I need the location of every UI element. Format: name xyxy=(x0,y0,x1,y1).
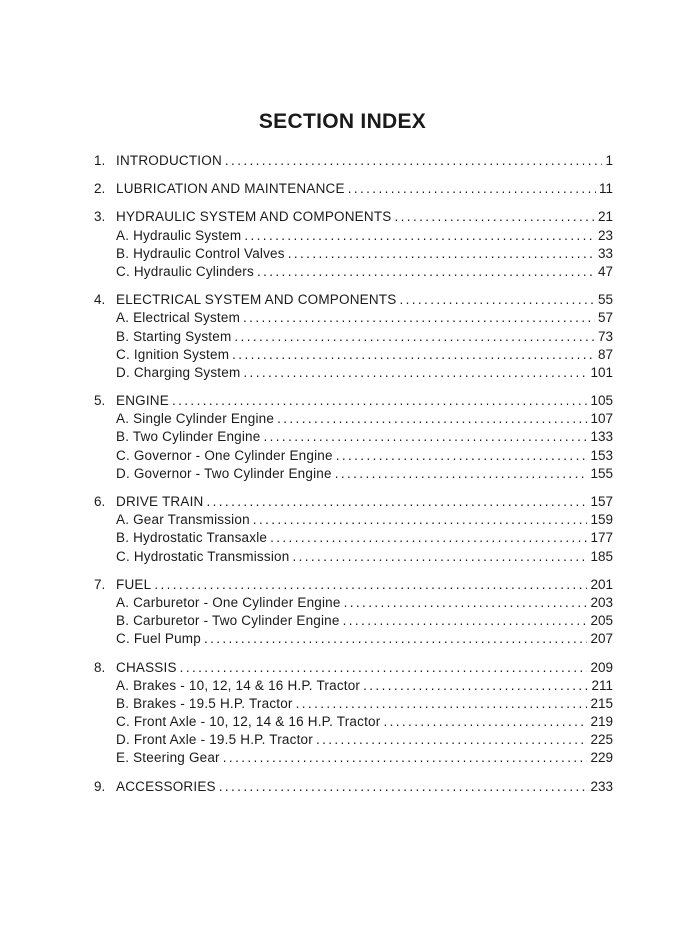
section-title: FUEL xyxy=(116,576,152,592)
page-number: 159 xyxy=(590,512,613,528)
toc-subentry xyxy=(94,465,613,483)
page-number: 33 xyxy=(597,245,613,261)
subsection-title: B. Starting System xyxy=(116,328,232,344)
page-number: 201 xyxy=(590,576,613,592)
dot-leader xyxy=(335,465,588,483)
toc-entry xyxy=(94,291,613,309)
dot-leader xyxy=(180,659,588,677)
section-title: ELECTRICAL SYSTEM AND COMPONENTS xyxy=(116,292,397,308)
toc-subentry xyxy=(94,410,613,428)
dot-leader xyxy=(232,346,595,364)
toc-subentry xyxy=(94,695,613,713)
dot-leader xyxy=(348,180,596,198)
page-number: 105 xyxy=(590,393,613,409)
section-number: 2. xyxy=(94,181,106,197)
toc-entry xyxy=(94,392,613,410)
toc-section xyxy=(94,659,613,768)
toc-subentry xyxy=(94,364,613,382)
page-number: 107 xyxy=(590,411,613,427)
page-number: 229 xyxy=(590,750,613,766)
page-number: 209 xyxy=(590,659,613,675)
subsection-title: D. Charging System xyxy=(116,364,241,380)
dot-leader xyxy=(253,511,588,529)
page-number: 55 xyxy=(597,292,613,308)
subsection-title: C. Hydrostatic Transmission xyxy=(116,548,290,564)
dot-leader xyxy=(219,778,588,796)
page-number: 11 xyxy=(598,181,613,197)
subsection-title: D. Governor - Two Cylinder Engine xyxy=(116,465,332,481)
section-number: 5. xyxy=(94,393,106,409)
page-number: 205 xyxy=(590,613,613,629)
dot-leader xyxy=(363,677,588,695)
dot-leader xyxy=(172,392,588,410)
page-number: 153 xyxy=(590,447,613,463)
dot-leader xyxy=(234,328,595,346)
toc-entry xyxy=(94,659,613,677)
section-number: 1. xyxy=(94,153,106,168)
subsection-title: C. Governor - One Cylinder Engine xyxy=(116,447,333,463)
dot-leader xyxy=(344,594,588,612)
subsection-title: D. Front Axle - 19.5 H.P. Tractor xyxy=(116,732,313,748)
section-title: ACCESSORIES xyxy=(116,778,216,794)
page-number: 21 xyxy=(597,209,613,225)
dot-leader xyxy=(395,208,595,226)
toc-entry xyxy=(94,778,613,796)
toc-subentry xyxy=(94,227,613,245)
subsection-title: B. Two Cylinder Engine xyxy=(116,429,261,445)
toc-subentry xyxy=(94,713,613,731)
subsection-title: B. Brakes - 19.5 H.P. Tractor xyxy=(116,695,293,711)
toc-entry xyxy=(94,576,613,594)
page-number: 207 xyxy=(590,631,613,647)
section-number: 6. xyxy=(94,494,106,509)
dot-leader xyxy=(257,263,595,281)
page-number: 87 xyxy=(597,346,613,362)
dot-leader xyxy=(399,291,595,309)
section-number: 4. xyxy=(94,292,106,308)
toc-subentry xyxy=(94,749,613,767)
dot-leader xyxy=(292,548,587,566)
toc-subentry xyxy=(94,447,613,465)
subsection-title: A. Carburetor - One Cylinder Engine xyxy=(116,594,341,610)
page-number: 73 xyxy=(597,328,613,344)
toc-subentry xyxy=(94,511,613,529)
toc-section xyxy=(94,493,613,566)
toc-section xyxy=(94,180,613,198)
toc-subentry xyxy=(94,428,613,446)
section-number: 3. xyxy=(94,209,106,225)
page-number: 133 xyxy=(590,429,613,445)
toc-section xyxy=(94,778,613,796)
subsection-title: A. Electrical System xyxy=(116,310,241,326)
toc-subentry xyxy=(94,309,613,327)
toc-section xyxy=(94,576,613,649)
page-number: 177 xyxy=(590,530,613,546)
page-number: 215 xyxy=(590,695,613,711)
section-title: INTRODUCTION xyxy=(116,153,222,168)
toc-subentry xyxy=(94,245,613,263)
toc-subentry xyxy=(94,548,613,566)
section-number: 9. xyxy=(94,778,106,794)
dot-leader xyxy=(154,576,587,594)
page-number: 23 xyxy=(597,227,613,243)
page-number: 185 xyxy=(590,548,613,564)
page-number: 211 xyxy=(591,677,613,693)
subsection-title: B. Hydraulic Control Valves xyxy=(116,245,285,261)
section-number: 8. xyxy=(94,659,106,675)
subsection-title: C. Fuel Pump xyxy=(116,631,201,647)
dot-leader xyxy=(243,309,595,327)
dot-leader xyxy=(204,630,588,648)
subsection-title: B. Hydrostatic Transaxle xyxy=(116,530,268,546)
dot-leader xyxy=(243,364,587,382)
toc-subentry xyxy=(94,731,613,749)
section-title: LUBRICATION AND MAINTENANCE xyxy=(116,181,345,197)
dot-leader xyxy=(336,447,588,465)
toc-subentry xyxy=(94,263,613,281)
page-number: 157 xyxy=(590,494,613,509)
toc-entry xyxy=(94,152,613,170)
page-number: 155 xyxy=(590,465,613,481)
toc-entry xyxy=(94,208,613,226)
subsection-title: C. Front Axle - 10, 12, 14 & 16 H.P. Tractor xyxy=(116,714,381,730)
dot-leader xyxy=(296,695,588,713)
toc-section xyxy=(94,208,613,281)
dot-leader xyxy=(383,713,587,731)
subsection-title: E. Steering Gear xyxy=(116,750,220,766)
page-number: 225 xyxy=(590,732,613,748)
subsection-title: B. Carburetor - Two Cylinder Engine xyxy=(116,613,340,629)
dot-leader xyxy=(270,529,587,547)
page-title: SECTION INDEX xyxy=(258,110,427,133)
dot-leader xyxy=(244,227,595,245)
subsection-title: A. Hydraulic System xyxy=(116,227,242,243)
page-number: 1 xyxy=(605,153,613,168)
subsection-title: A. Gear Transmission xyxy=(116,512,250,528)
dot-leader xyxy=(316,731,588,749)
section-title: DRIVE TRAIN xyxy=(116,494,204,509)
subsection-title: C. Ignition System xyxy=(116,346,230,362)
dot-leader xyxy=(223,749,588,767)
toc-subentry xyxy=(94,630,613,648)
section-title: HYDRAULIC SYSTEM AND COMPONENTS xyxy=(116,209,392,225)
section-number: 7. xyxy=(94,576,106,592)
toc-subentry xyxy=(94,328,613,346)
dot-leader xyxy=(206,493,587,511)
toc-section xyxy=(94,152,613,170)
toc-subentry xyxy=(94,594,613,612)
dot-leader xyxy=(263,428,587,446)
dot-leader xyxy=(277,410,587,428)
dot-leader xyxy=(288,245,595,263)
page-number: 57 xyxy=(597,310,613,326)
page-number: 233 xyxy=(590,778,613,794)
section-index-list xyxy=(94,152,613,806)
toc-entry xyxy=(94,180,613,198)
toc-entry xyxy=(94,493,613,511)
page-number: 203 xyxy=(590,594,613,610)
subsection-title: A. Single Cylinder Engine xyxy=(116,411,275,427)
page-number: 101 xyxy=(590,364,613,380)
toc-subentry xyxy=(94,346,613,364)
toc-section xyxy=(94,291,613,382)
toc-subentry xyxy=(94,529,613,547)
dot-leader xyxy=(343,612,588,630)
page-number: 219 xyxy=(590,714,613,730)
page-number: 47 xyxy=(597,263,613,279)
subsection-title: A. Brakes - 10, 12, 14 & 16 H.P. Tractor xyxy=(116,677,361,693)
toc-subentry xyxy=(94,612,613,630)
section-title: CHASSIS xyxy=(116,659,177,675)
section-title: ENGINE xyxy=(116,393,169,409)
subsection-title: C. Hydraulic Cylinders xyxy=(116,263,254,279)
toc-section xyxy=(94,392,613,483)
toc-subentry xyxy=(94,677,613,695)
dot-leader xyxy=(225,152,603,170)
